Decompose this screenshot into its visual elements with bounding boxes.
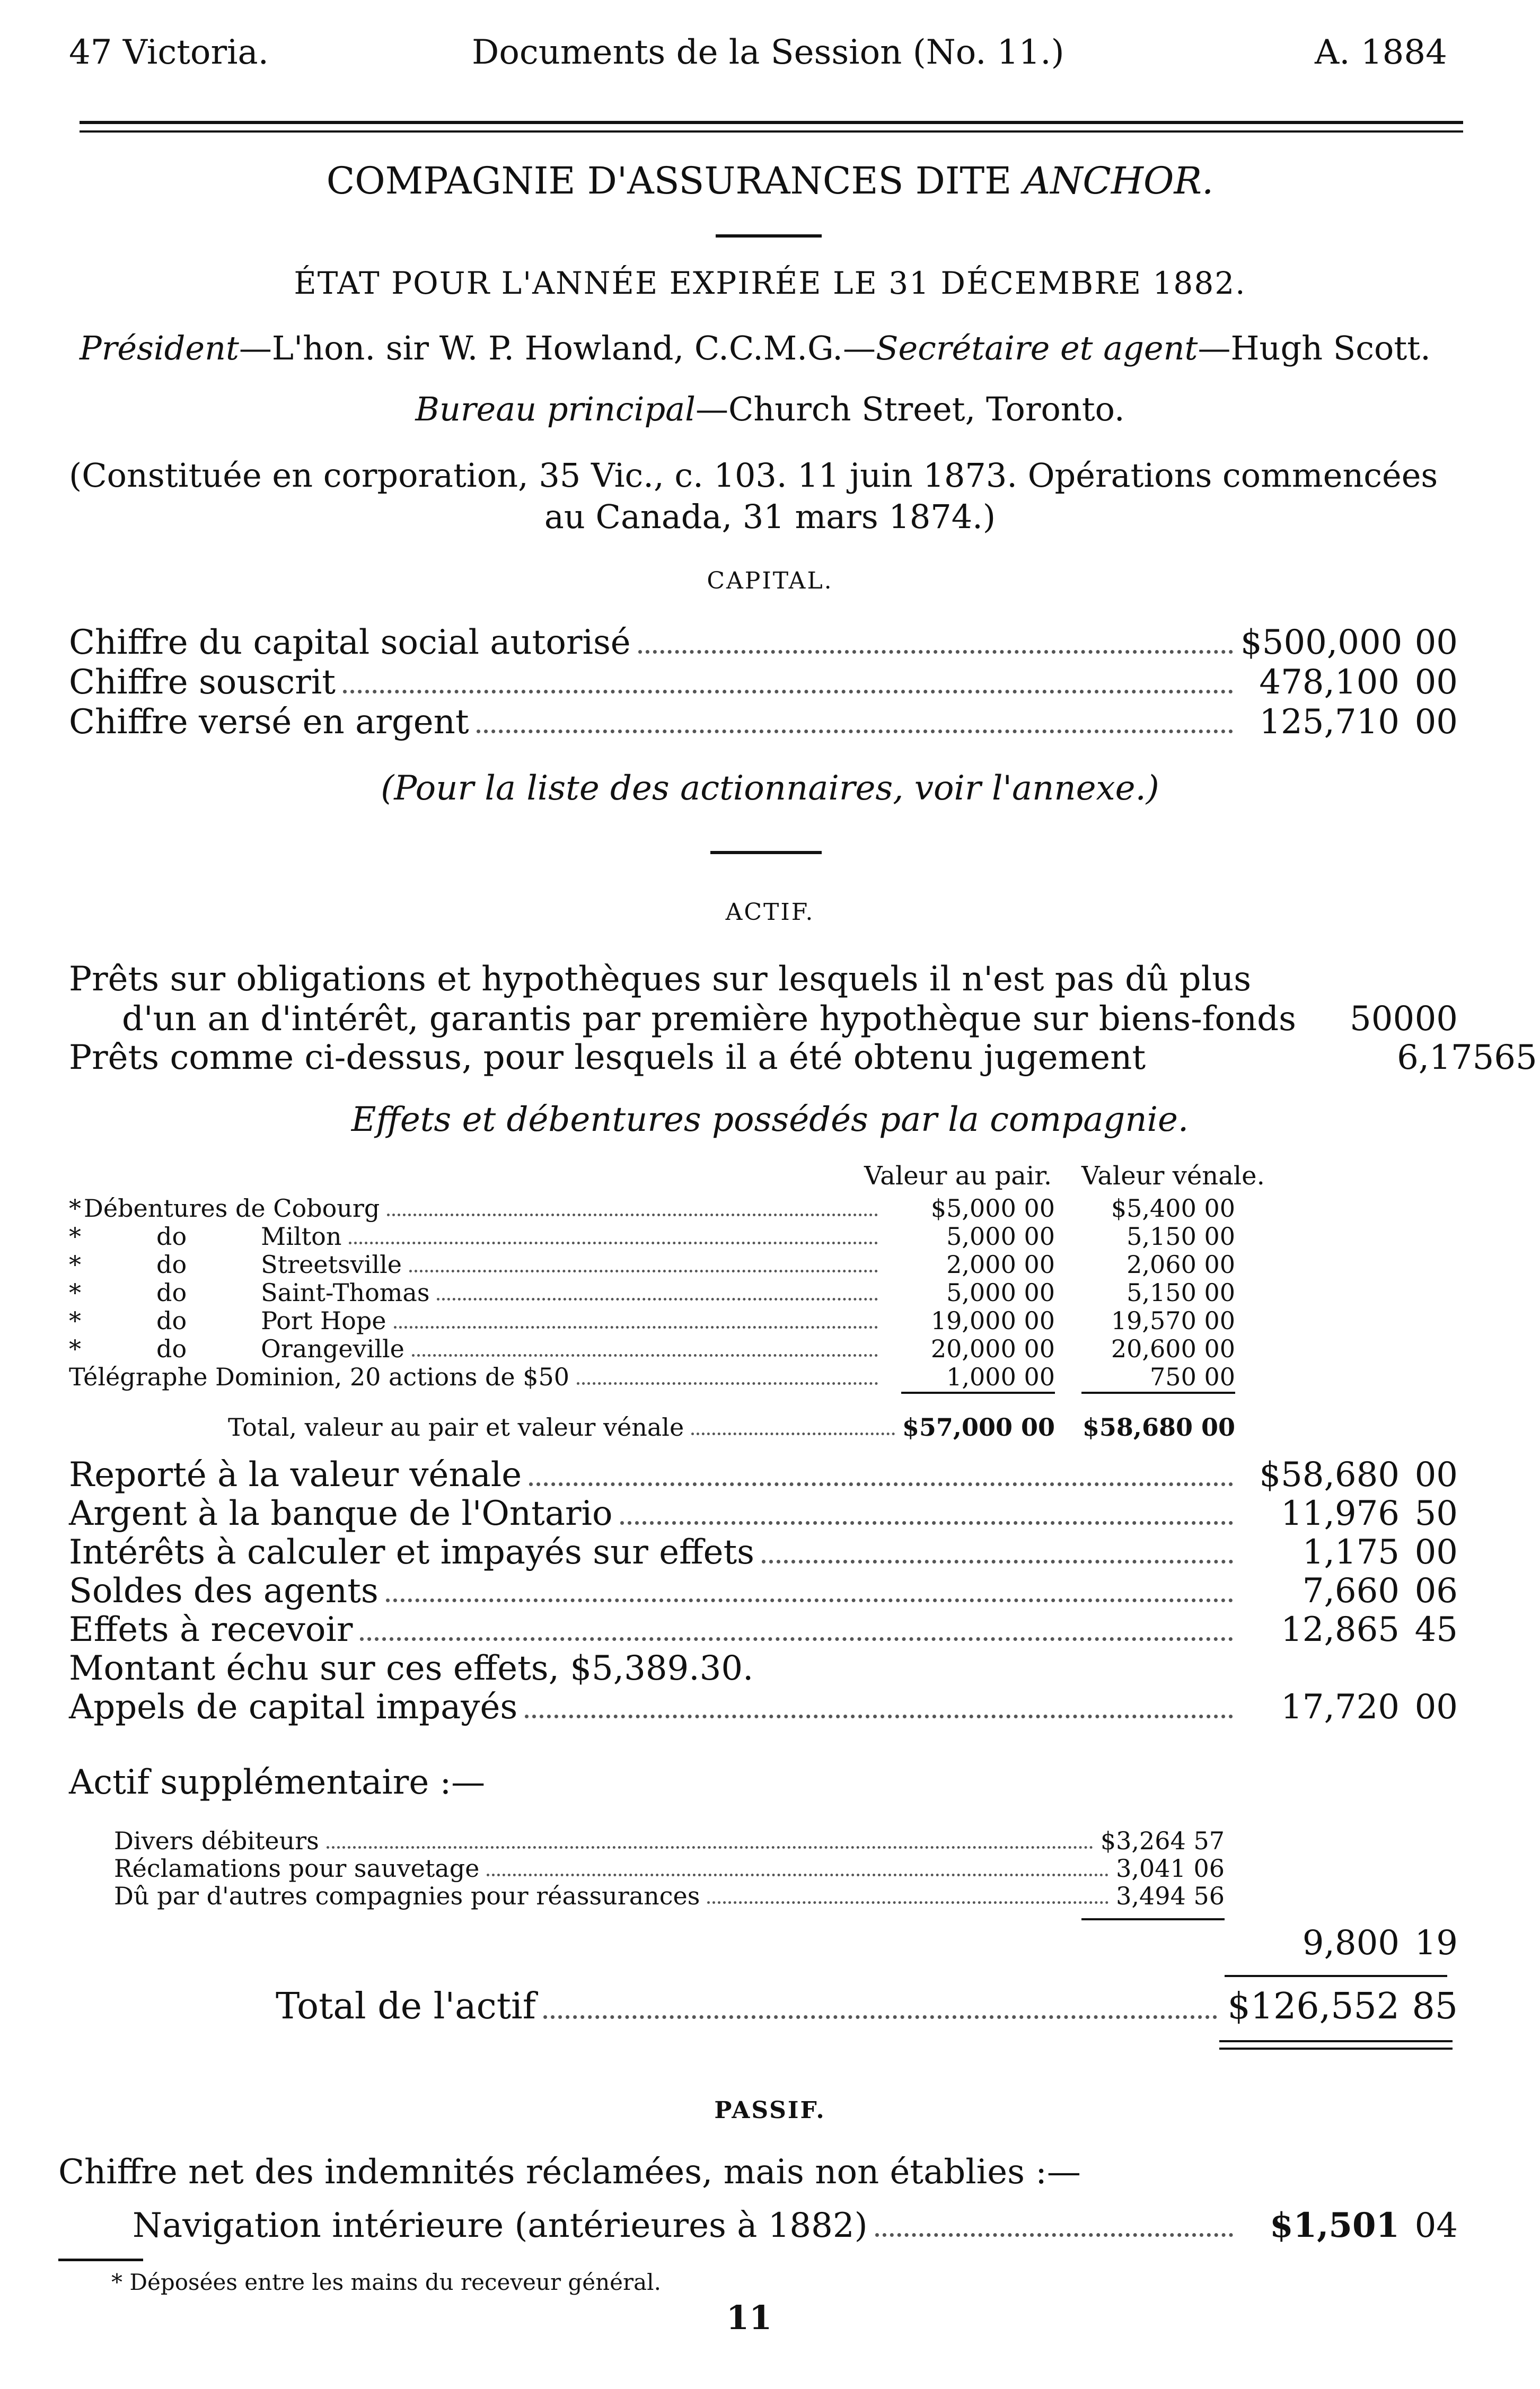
running-head-left: 47 Victoria.: [69, 33, 269, 72]
prets-row-1: [122, 999, 1458, 1039]
title-company-name: ANCHOR.: [1023, 159, 1214, 203]
debenture-venale-value: 20,600 00: [1111, 1334, 1235, 1363]
prets-line-1: Prêts sur obligations et hypothèques sur lesquels il n'est pas dû plus: [69, 960, 1252, 999]
appels-row: [69, 1688, 1458, 1727]
dot-leader: [360, 1637, 1233, 1641]
debenture-mark: *: [69, 1334, 81, 1363]
actif-item-row: [69, 1455, 1458, 1495]
total-actif-amount: $126,552: [1227, 1986, 1400, 2027]
dot-leader: [477, 730, 1233, 733]
debenture-label: do: [156, 1306, 187, 1335]
constitution-line-2: au Canada, 31 mars 1874.): [544, 497, 996, 536]
debenture-row: [84, 1194, 885, 1223]
actif-item-amount: 1,175: [1302, 1533, 1400, 1572]
dot-leader: [762, 1560, 1233, 1564]
dot-leader: [543, 2015, 1217, 2019]
capital-row-label: Chiffre souscrit: [69, 663, 336, 702]
debenture-pair-value: $5,000 00: [930, 1194, 1055, 1223]
bureau-value: —Church Street, Toronto.: [695, 390, 1125, 428]
debentures-total-label: Total, valeur au pair et valeur vénale: [228, 1413, 684, 1442]
president-name: —L'hon. sir W. P. Howland, C.C.M.G.—: [239, 329, 876, 367]
double-rule-bottom: [80, 130, 1463, 133]
constitution-line-1: (Constituée en corporation, 35 Vic., c. 103. 11 juin 1873. Opérations commencées: [69, 456, 1438, 495]
supp-row-label: Divers débiteurs: [114, 1826, 319, 1855]
prets-row-2: [69, 1038, 1537, 1077]
debentures-total-row: [228, 1413, 1055, 1442]
supp-row: [114, 1882, 1225, 1910]
supp-row: [114, 1826, 1225, 1855]
actif-item-row: [69, 1494, 1458, 1533]
prets-row-label: Prêts comme ci-dessus, pour lesquels il a été obtenu jugement: [69, 1038, 1146, 1077]
capital-row-label: Chiffre du capital social autorisé: [69, 623, 631, 662]
secretary-label: Secrétaire et agent: [876, 329, 1198, 367]
debenture-mark: *: [69, 1250, 81, 1279]
debenture-row: [156, 1250, 885, 1279]
actif-item-cents: 50: [1414, 1494, 1458, 1533]
capital-note: (Pour la liste des actionnaires, voir l'annexe.): [381, 769, 1159, 808]
debenture-pair-value: 19,000 00: [930, 1306, 1055, 1335]
appels-label: Appels de capital impayés: [69, 1688, 518, 1727]
debenture-venale-value: 19,570 00: [1111, 1306, 1235, 1335]
dot-leader: [437, 1298, 878, 1301]
dot-leader: [529, 1482, 1233, 1486]
dot-leader: [349, 1242, 878, 1244]
actif-supp-heading: Actif supplémentaire :—: [69, 1763, 486, 1802]
debentures-total-venale: $58,680 00: [1082, 1413, 1235, 1442]
actif-item-row: [69, 1571, 1458, 1611]
total-rule-bottom-1: [1219, 2040, 1453, 2042]
navigation-amount: $1,501: [1270, 2206, 1400, 2245]
title-prefix: COMPAGNIE D'ASSURANCES DITE: [326, 159, 1012, 203]
appels-amount: 17,720: [1281, 1688, 1400, 1727]
actif-item-amount: 12,865: [1281, 1610, 1400, 1649]
capital-row: [69, 623, 1458, 662]
supp-row: [114, 1854, 1225, 1883]
montant-echu-line: Montant échu sur ces effets, $5,389.30.: [69, 1649, 754, 1688]
debenture-label: do: [156, 1222, 187, 1251]
actif-item-cents: 45: [1414, 1610, 1458, 1649]
footnote-rule: [58, 2259, 143, 2261]
etat-line: ÉTAT POUR L'ANNÉE EXPIRÉE LE 31 DÉCEMBRE 1882.: [294, 265, 1246, 301]
supp-row-label: Réclamations pour sauvetage: [114, 1854, 480, 1883]
navigation-label: Navigation intérieure (antérieures à 1882): [133, 2206, 868, 2245]
debenture-mark: *: [69, 1222, 81, 1251]
secretary-name: —Hugh Scott.: [1198, 329, 1431, 367]
dot-leader: [409, 1270, 878, 1272]
debenture-place: Saint-Thomas: [261, 1278, 430, 1307]
debenture-row: [156, 1306, 885, 1335]
prets-row-amount: 6,175: [1397, 1038, 1494, 1077]
navigation-row: [133, 2206, 1458, 2245]
actif-item-label: Soldes des agents: [69, 1571, 379, 1611]
debenture-venale-value: 5,150 00: [1127, 1278, 1235, 1307]
page-number: 11: [726, 2298, 772, 2337]
actif-item-amount: 7,660: [1302, 1571, 1400, 1611]
double-rule-top: [80, 121, 1463, 124]
debenture-venale-value: $5,400 00: [1111, 1194, 1235, 1223]
actif-heading: ACTIF.: [725, 899, 815, 926]
appels-cents: 00: [1414, 1688, 1458, 1727]
effets-heading: Effets et débentures possédés par la compagnie.: [351, 1100, 1189, 1139]
actif-item-row: [69, 1610, 1458, 1649]
venale-rule: [1081, 1392, 1235, 1394]
actif-item-cents: 00: [1414, 1533, 1458, 1572]
debenture-row: [156, 1278, 885, 1307]
dot-leader: [327, 1846, 1093, 1849]
supp-total-row: [1240, 1924, 1458, 1963]
dot-leader: [638, 650, 1233, 654]
pair-rule: [901, 1392, 1055, 1394]
debenture-label: do: [156, 1250, 187, 1279]
dot-leader: [343, 690, 1233, 693]
actif-item-label: Intérêts à calculer et impayés sur effets: [69, 1533, 754, 1572]
debenture-row: [156, 1334, 885, 1363]
debenture-pair-value: 5,000 00: [946, 1222, 1055, 1251]
dot-leader: [412, 1354, 878, 1357]
dot-leader: [394, 1326, 878, 1329]
debenture-venale-value: 5,150 00: [1127, 1222, 1235, 1251]
debenture-place: Streetsville: [261, 1250, 402, 1279]
actif-item-amount: $58,680: [1259, 1455, 1400, 1495]
supp-row-amount: 3,041 06: [1116, 1854, 1225, 1883]
title-rule: [716, 234, 822, 238]
dot-leader: [525, 1715, 1233, 1718]
total-actif-label: Total de l'actif: [276, 1986, 536, 2027]
passif-heading: PASSIF.: [714, 2097, 826, 2124]
debenture-place: Orangeville: [261, 1334, 404, 1363]
dot-leader: [577, 1382, 878, 1385]
capital-row-label: Chiffre versé en argent: [69, 702, 469, 742]
supp-row-amount: 3,494 56: [1116, 1882, 1225, 1910]
debenture-place: Port Hope: [261, 1306, 386, 1335]
debenture-pair-value: 1,000 00: [946, 1363, 1055, 1391]
debenture-mark: *: [69, 1306, 81, 1335]
passif-line-1: Chiffre net des indemnités réclamées, mais non établies :—: [58, 2153, 1081, 2192]
capital-row-amount: 125,710: [1259, 702, 1400, 742]
debenture-label: do: [156, 1278, 187, 1307]
capital-row-cents: 00: [1414, 702, 1458, 742]
total-rule-bottom-2: [1219, 2048, 1453, 2050]
running-head-center: Documents de la Session (No. 11.): [472, 33, 1064, 72]
dot-leader: [875, 2233, 1233, 2237]
debentures-total-pair: $57,000 00: [902, 1413, 1055, 1442]
total-actif-row: [276, 1986, 1458, 2027]
supp-row-amount: $3,264 57: [1100, 1826, 1225, 1855]
actif-item-cents: 00: [1414, 1455, 1458, 1495]
debenture-mark: *: [69, 1278, 81, 1307]
dot-leader: [691, 1433, 895, 1435]
supp-total-cents: 19: [1414, 1924, 1458, 1963]
debenture-venale-value: 2,060 00: [1127, 1250, 1235, 1279]
prets-row-amount: 500: [1350, 999, 1415, 1039]
capital-rule: [710, 851, 822, 854]
total-rule-top: [1225, 1975, 1447, 1977]
prets-row-cents: 00: [1414, 999, 1458, 1039]
debenture-label: Télégraphe Dominion, 20 actions de $50: [69, 1363, 570, 1391]
prets-row-label: d'un an d'intérêt, garantis par première hypothèque sur biens-fonds: [122, 999, 1296, 1039]
footnote: * Déposées entre les mains du receveur général.: [111, 2269, 661, 2295]
debenture-venale-value: 750 00: [1150, 1363, 1235, 1391]
debenture-pair-value: 2,000 00: [946, 1250, 1055, 1279]
actif-item-label: Effets à recevoir: [69, 1610, 353, 1649]
dot-leader: [487, 1874, 1108, 1876]
running-head-right: A. 1884: [1315, 33, 1447, 72]
debenture-mark: *: [69, 1194, 81, 1223]
capital-row: [69, 663, 1458, 702]
supp-row-label: Dû par d'autres compagnies pour réassurances: [114, 1882, 700, 1910]
dot-leader: [386, 1598, 1233, 1602]
capital-row-amount: $500,000: [1240, 623, 1403, 662]
bureau-label: Bureau principal: [415, 390, 696, 428]
president-label: Président: [80, 329, 239, 367]
debenture-row: [156, 1222, 885, 1251]
capital-row-cents: 00: [1414, 623, 1458, 662]
debenture-pair-value: 5,000 00: [946, 1278, 1055, 1307]
actif-item-label: Argent à la banque de l'Ontario: [69, 1494, 613, 1533]
dot-leader: [707, 1901, 1108, 1904]
actif-item-amount: 11,976: [1281, 1494, 1400, 1533]
debenture-pair-value: 20,000 00: [930, 1334, 1055, 1363]
total-actif-cents: 85: [1412, 1986, 1458, 2027]
officers-line: [80, 329, 1431, 367]
col-header-pair: Valeur au pair.: [864, 1161, 1052, 1191]
navigation-cents: 04: [1414, 2206, 1458, 2245]
dot-leader: [387, 1214, 878, 1216]
capital-row: [69, 702, 1458, 742]
company-title: [0, 159, 1540, 203]
capital-row-cents: 00: [1414, 663, 1458, 702]
supp-rule: [1081, 1918, 1225, 1920]
capital-heading: CAPITAL.: [707, 567, 833, 594]
debenture-label: do: [156, 1334, 187, 1363]
debenture-row: [69, 1363, 885, 1391]
actif-item-row: [69, 1533, 1458, 1572]
bureau-line: [0, 390, 1540, 428]
debenture-label: Débentures de Cobourg: [84, 1194, 380, 1223]
supp-total-amount: 9,800: [1302, 1924, 1400, 1963]
debenture-place: Milton: [261, 1222, 342, 1251]
actif-item-cents: 06: [1414, 1571, 1458, 1611]
prets-row-cents: 65: [1494, 1038, 1537, 1077]
actif-item-label: Reporté à la valeur vénale: [69, 1455, 522, 1495]
capital-row-amount: 478,100: [1259, 663, 1400, 702]
dot-leader: [620, 1521, 1233, 1525]
col-header-venale: Valeur vénale.: [1081, 1161, 1265, 1191]
